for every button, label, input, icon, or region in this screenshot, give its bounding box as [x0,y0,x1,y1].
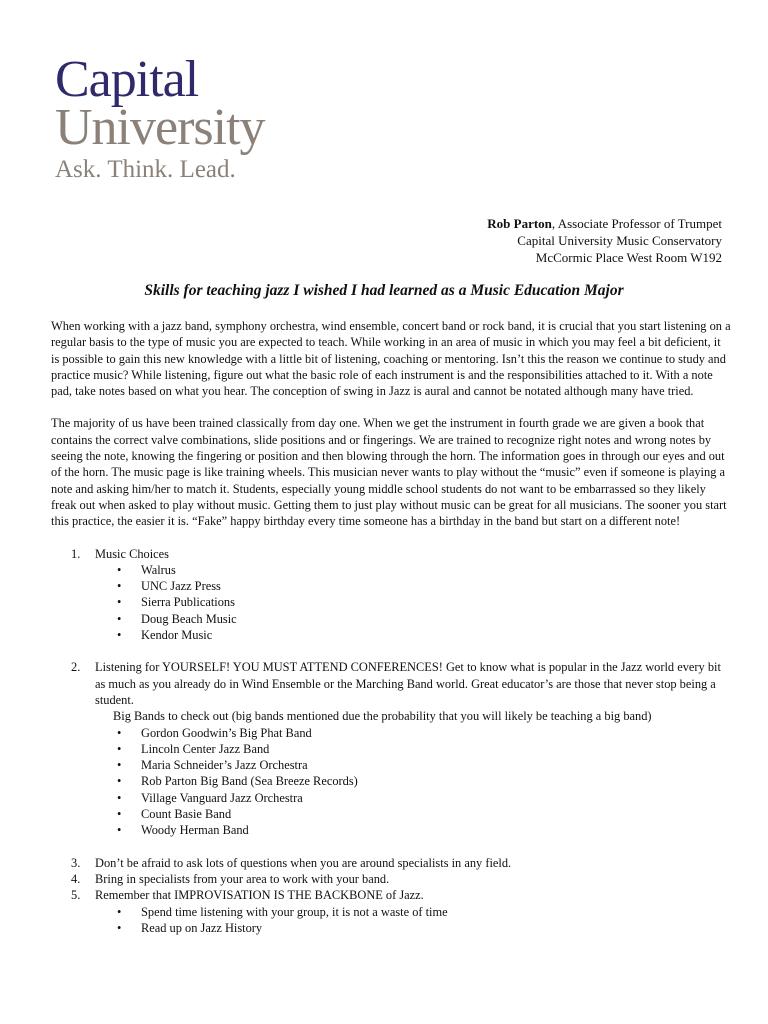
bullet-icon: • [117,562,122,577]
bullet-icon: • [117,758,122,773]
document-title: Skills for teaching jazz I wished I had learned as a Music Education Major [144,282,624,299]
paragraph: The majority of us have been trained classically from day one. When we get the instrument in fourth grade we are given a book that contains the correct valve combinations, slide positions and or fingerings. We are trained to recognize right notes and wrong notes by seeing the note, knowing the fingering or position and then blowing through the horn. The information goes in through our eyes and out of the horn. The music page is like training wheels. This musician never wants to play without the “music” even if someone is playing a note and asking him/her to match it. Students, especially young middle school students do not want to be embarrassed so they likely freak out when asked to play without music. Getting them to just play without music can be great for all musicians. The sooner you start this practice, the easier it is. “Fake” happy birthday every time someone has a birthday in the band but start on a different note! [51,416,727,529]
list-number: 3. [71,855,81,870]
bullet-text: Lincoln Center Jazz Band [141,741,270,756]
author-name-line [487,215,722,232]
bullet-text: Read up on Jazz History [141,920,263,935]
bullet-item [95,562,731,578]
big-bands-subheading: Big Bands to check out (big bands mentioned due the probability that you will likely be teaching a big band) [113,709,652,724]
bullet-list [95,725,731,839]
bullet-list [95,904,731,937]
list-item-questions [51,855,731,871]
author-location: McCormic Place West Room W192 [535,250,722,265]
author-block [487,215,722,266]
logo-word-capital: Capital [55,51,199,108]
bullet-text: Doug Beach Music [141,611,237,626]
bullet-text: Woody Herman Band [141,823,249,838]
logo-tagline: Ask. Think. Lead. [55,156,236,183]
list-item-text: Remember that IMPROVISATION IS THE BACKBONE of Jazz. [95,888,424,903]
list-item-text: Bring in specialists from your area to work with your band. [95,871,390,886]
bullet-item [95,806,731,822]
bullet-item [95,627,731,643]
bullet-text: Count Basie Band [141,807,232,822]
bullet-item [95,790,731,806]
list-item-listening [51,659,731,838]
bullet-list [95,562,731,643]
bullet-text: Village Vanguard Jazz Orchestra [141,790,303,805]
bullet-text: Rob Parton Big Band (Sea Breeze Records) [141,774,358,789]
bullet-text: UNC Jazz Press [141,579,221,594]
bullet-icon: • [117,790,122,805]
bullet-icon: • [117,904,122,919]
bullet-item [95,594,731,610]
list-item-music-choices [51,546,731,644]
bullet-item [95,773,731,789]
bullet-item [95,725,731,741]
bullet-icon: • [117,595,122,610]
list-item-text: Listening for YOURSELF! YOU MUST ATTEND CONFERENCES! Get to know what is popular in the Jazz world every bit as much as you already do in Wind Ensemble or the Marching Band world. Great educator’s are those that never stop being a student. [95,660,721,707]
list-number: 4. [71,871,81,886]
bullet-item [95,757,731,773]
bullet-item [95,904,731,920]
bullet-icon: • [117,741,122,756]
bullet-text: Spend time listening with your group, it is not a waste of time [141,904,448,919]
bullet-icon: • [117,579,122,594]
bullet-text: Maria Schneider’s Jazz Orchestra [141,758,308,773]
list-item-text: Don’t be afraid to ask lots of questions when you are around specialists in any field. [95,855,512,870]
bullet-icon: • [117,628,122,643]
bullet-icon: • [117,725,122,740]
bullet-text: Walrus [141,562,176,577]
bullet-icon: • [117,611,122,626]
document-body [51,318,731,936]
bullet-item [95,611,731,627]
bullet-icon: • [117,823,122,838]
author-affiliation: Capital University Music Conservatory [517,233,722,248]
capital-university-logo [55,51,355,184]
logo-word-university: University [55,99,265,156]
bullet-item [95,822,731,838]
bullet-text: Sierra Publications [141,595,235,610]
list-number: 2. [71,660,81,675]
list-item-improvisation [51,887,731,936]
bullet-icon: • [117,807,122,822]
numbered-list [51,546,731,937]
paragraph: When working with a jazz band, symphony orchestra, wind ensemble, concert band or rock band, it is crucial that you start listening on a regular basis to the type of music you are expected to teach. While working in an area of music in which you may feel a bit deficient, it is possible to gain this new knowledge with a little bit of listening, coaching or mentoring. Isn’t this the reason we continue to study and practice music? While listening, figure out what the basic role of each instrument is and the responsibilities attached to it. With a note pad, take notes based on what you hear. The conception of swing in Jazz is aural and cannot be notated although many have tried. [51,319,731,399]
bullet-item [95,741,731,757]
list-item-specialists [51,871,731,887]
list-number: 5. [71,888,81,903]
bullet-icon: • [117,774,122,789]
bullet-icon: • [117,920,122,935]
list-number: 1. [71,546,81,561]
author-name: Rob Parton [487,216,552,231]
bullet-item [95,920,731,936]
bullet-item [95,578,731,594]
author-title: , Associate Professor of Trumpet [551,216,722,231]
bullet-text: Gordon Goodwin’s Big Phat Band [141,725,312,740]
bullet-text: Kendor Music [141,628,213,643]
list-item-label: Music Choices [95,546,169,561]
